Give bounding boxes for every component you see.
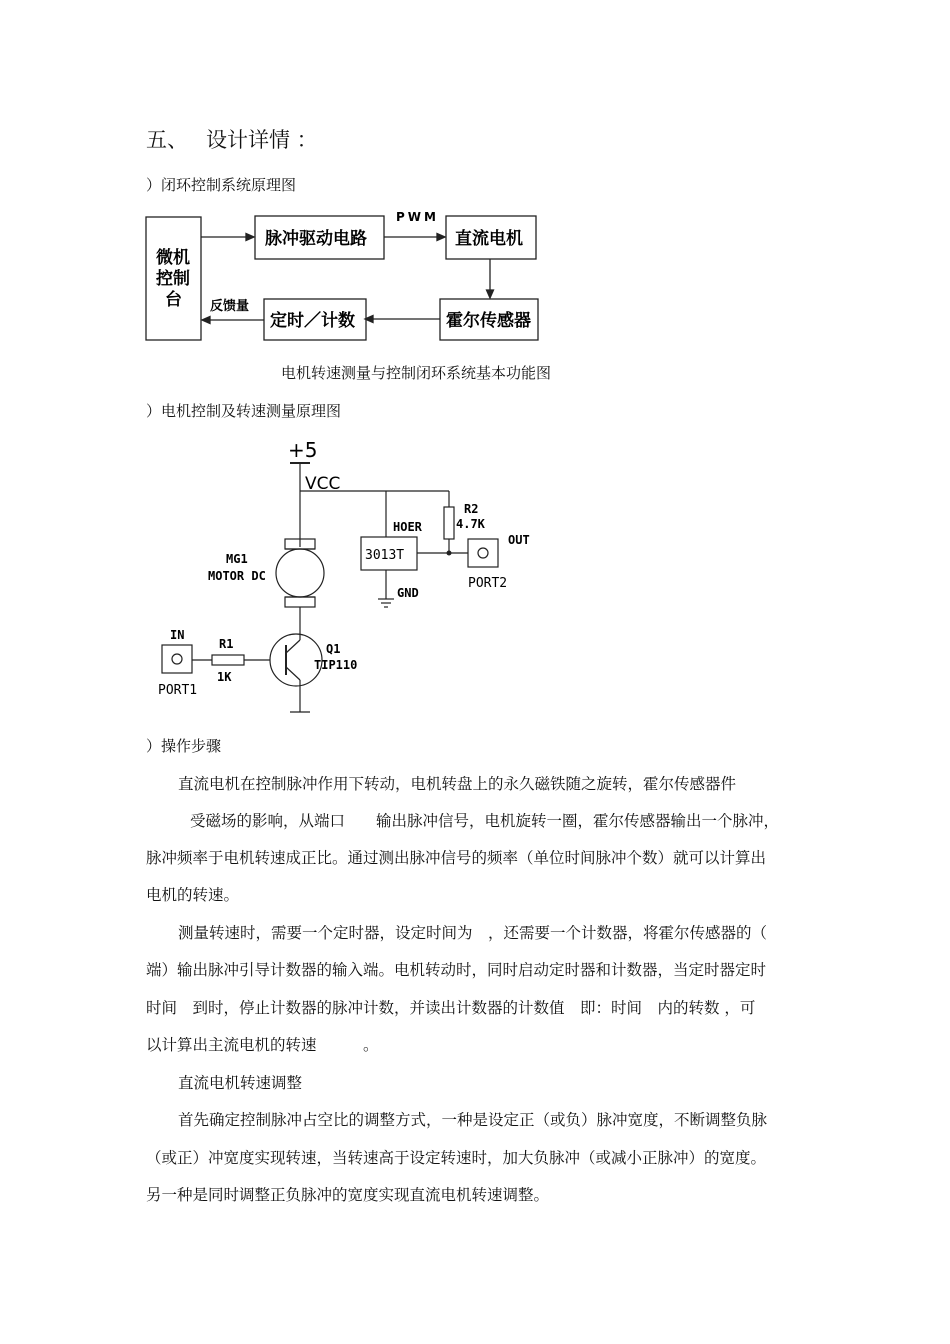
dc-motor-label: 直流电机: [455, 229, 523, 249]
sensor-part-label: 3013T: [365, 548, 405, 563]
para2-line3: 时间 到时，停止计数器的脉冲计数，并读出计数器的计数值 即：时间 内的转数 ，可: [146, 999, 756, 1017]
q1-part-label: TIP110: [314, 658, 358, 672]
para3-line2: （或正）冲宽度实现转速，当转速高于设定转速时，加大负脉冲（或减小正脉冲）的宽度。: [146, 1149, 767, 1167]
gnd-label: GND: [397, 586, 419, 600]
timer-counter-label: 定时／计数: [270, 311, 355, 331]
para1-line3: 脉冲频率于电机转速成正比。通过测出脉冲信号的频率（单位时间脉冲个数）就可以计算出: [146, 849, 767, 867]
para1-line2: 受磁场的影响，从端口 输出脉冲信号，电机旋转一圈，霍尔传感器输出一个脉冲，: [190, 812, 780, 830]
para2-line2: 端）输出脉冲引导计数器的输入端。电机转动时，同时启动定时器和计数器，当定时器定时: [146, 961, 767, 979]
hall-sensor-label: 霍尔传感器: [446, 311, 531, 331]
section1-label: ）闭环控制系统原理图: [146, 176, 297, 194]
section2-label: ）电机控制及转速测量原理图: [146, 402, 342, 420]
para3-line3: 另一种是同时调整正负脉冲的宽度实现直流电机转速调整。: [146, 1186, 550, 1204]
pulse-driver-label: 脉冲驱动电路: [265, 229, 367, 249]
r1-value-label: 1K: [217, 670, 232, 684]
heading-number: 五、: [146, 128, 188, 152]
r2-value-label: 4.7K: [456, 517, 485, 531]
circuit-schematic: [150, 435, 550, 720]
motor-type-label: MOTOR DC: [208, 569, 266, 583]
in-label: IN: [170, 628, 185, 642]
micro-label-1: 微机: [156, 248, 190, 268]
para1-line1: 直流电机在控制脉冲作用下转动，电机转盘上的永久磁铁随之旋转，霍尔传感器件: [178, 775, 737, 793]
diagram-caption: 电机转速测量与控制闭环系统基本功能图: [281, 364, 552, 382]
para2-line1: 测量转速时，需要一个定时器，设定时间为 ，还需要一个计数器，将霍尔传感器的（: [178, 924, 768, 942]
port2-label: PORT2: [468, 576, 508, 591]
micro-label-3: 台: [165, 290, 182, 310]
sensor-ref-label: HOER: [393, 520, 422, 534]
block-diagram: [140, 200, 550, 350]
para3-line1: 首先确定控制脉冲占空比的调整方式，一种是设定正（或负）脉冲宽度，不断调整负脉: [178, 1111, 768, 1129]
para2-line4: 以计算出主流电机的转速 。: [146, 1036, 379, 1054]
vcc-label: VCC: [305, 474, 341, 494]
para1-line4: 电机的转速。: [146, 886, 240, 904]
r1-ref-label: R1: [219, 637, 234, 651]
section4-label: 直流电机转速调整: [178, 1074, 303, 1092]
section3-label: ）操作步骤: [146, 737, 222, 755]
heading-title: 设计详情 ：: [206, 128, 318, 152]
port1-label: PORT1: [158, 683, 198, 698]
r2-ref-label: R2: [464, 502, 479, 516]
pwm-label: PWM: [396, 210, 439, 224]
feedback-label: 反馈量: [210, 299, 250, 314]
micro-label-2: 控制: [156, 269, 190, 289]
motor-ref-label: MG1: [226, 552, 248, 566]
out-label: OUT: [508, 533, 530, 547]
section-heading: [146, 124, 318, 154]
supply-label: +5: [288, 438, 318, 462]
q1-ref-label: Q1: [326, 642, 341, 656]
